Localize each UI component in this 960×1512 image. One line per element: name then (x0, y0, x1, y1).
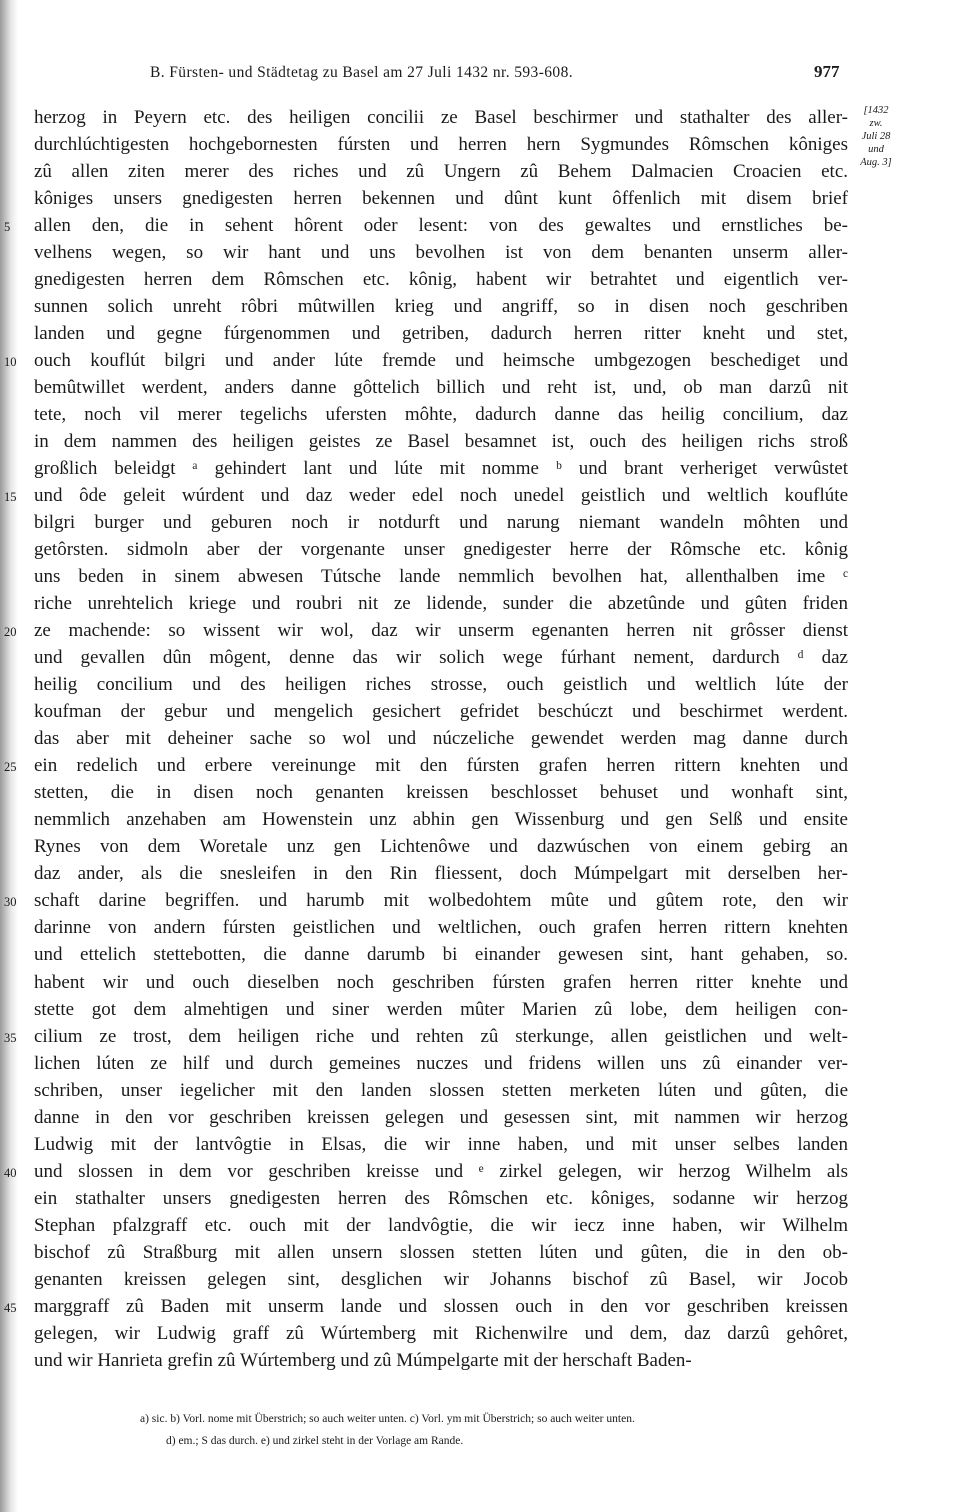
line-text: gnedigesten herren dem Rômschen etc. kônig, habent wir betrahtet und eigentlich ver- (34, 269, 848, 291)
margin-note-line: Juli 28 (861, 131, 891, 142)
line-text: riche unrehtelich kriege und roubri nit ze lidende, sunder die abzetûnde und gûten friden (34, 593, 848, 615)
line-text: zû allen ziten merer des riches und zû Ungern zû Behem Dalmacien Croacien etc. (34, 161, 848, 183)
text-line (34, 671, 848, 698)
text-line (34, 104, 848, 131)
line-text: in dem nammen des heiligen geistes ze Basel besamnet ist, ouch des heiligen richs stroß (34, 431, 848, 453)
line-number: 5 (4, 220, 11, 235)
line-text: lichen lúten ze hilf und durch gemeines nuczes und fridens willen uns zû einander ver- (34, 1052, 848, 1074)
text-line (34, 401, 848, 428)
footnote-line: d) em.; S das durch. e) und zirkel steht in der Vorlage am Rande. (166, 1435, 464, 1447)
text-line (34, 698, 848, 725)
text-line (34, 158, 848, 185)
line-text: stette got dem almehtigen und siner werden mûter Marien zû lobe, dem heiligen con- (34, 998, 848, 1020)
text-line (4, 1158, 848, 1185)
margin-note-line: und (868, 144, 884, 155)
text-line (34, 1050, 848, 1077)
line-text: nemmlich anzehaben am Howenstein unz abhin gen Wissenburg und gen Selß und ensite (34, 809, 848, 831)
page-header (0, 64, 960, 88)
text-line (34, 779, 848, 806)
text-line (34, 833, 848, 860)
line-text: Stephan pfalzgraff etc. ouch mit der landvôgtie, die wir iecz inne haben, wir Wilhelm (34, 1214, 848, 1236)
line-text: und wir Hanrieta grefin zû Wúrtemberg und zû Múmpelgarte mit der herschaft Baden- (34, 1349, 692, 1371)
line-text: landen und gegne fúrgenommen und getriben, dadurch herren ritter kneht und stet, (34, 323, 848, 345)
line-text: bischof zû Straßburg mit allen unsern slossen stetten lúten und gûten, die in den ob- (34, 1241, 848, 1263)
line-text: koufman der gebur und mengelich gesichert gefridet beschúczt und beschirmet werdent. (34, 701, 848, 723)
text-line (34, 1347, 848, 1374)
text-line (34, 1077, 848, 1104)
line-text: ein redelich und erbere vereinunge mit den fúrsten grafen herren rittern knehten und (34, 755, 848, 777)
line-text: durchlúchtigesten hochgebornesten fúrsten und herren hern Sygmundes Rômschen kôniges (34, 134, 848, 156)
line-text: ouch kouflút bilgri und ander lúte fremde und heimsche umbgezogen beschediget und (34, 350, 848, 372)
line-text: das aber mit deheiner sache so wol und núczeliche gewendet werden mag danne durch (34, 728, 848, 750)
text-line (34, 1104, 848, 1131)
running-title: B. Fürsten- und Städtetag zu Basel am 27 Juli 1432 nr. 593-608. (150, 64, 573, 81)
text-line (34, 1212, 848, 1239)
text-line (34, 725, 848, 752)
line-text: und ettelich stettebotten, die danne darumb bi einander gewesen sint, hant gehaben, so. (34, 944, 848, 966)
line-text: heilig concilium und des heiligen riches strosse, ouch geistlich und weltlich lúte der (34, 674, 848, 696)
line-text: sunnen solich unreht rôbri mûtwillen krieg und angriff, so in disen noch geschriben (34, 296, 848, 318)
margin-note-line: zw. (869, 118, 883, 129)
text-line (4, 1023, 848, 1050)
page-number: 977 (814, 62, 840, 81)
text-line (34, 590, 848, 617)
body-text (4, 104, 848, 1374)
text-line (34, 1185, 848, 1212)
text-line (34, 266, 848, 293)
line-text: getôrsten. sidmoln aber der vorgenante unser gnedigester herre der Rômsche etc. kônig (34, 539, 848, 561)
line-text: großlich beleidgt ᵃ gehindert lant und lúte mit nomme ᵇ und brant verheriget verwûstet (34, 458, 848, 480)
text-line (34, 1239, 848, 1266)
line-text: bemûtwillet werdent, anders danne gôttelich billich und reht ist, und, ob man darzû nit (34, 377, 848, 399)
line-text: herzog in Peyern etc. des heiligen concilii ze Basel beschirmer und stathalter des aller- (34, 107, 848, 128)
line-text: allen den, die in sehent hôrent oder lesent: von des gewaltes und ernstliches be- (34, 215, 848, 237)
line-number: 40 (4, 1165, 17, 1180)
text-line (34, 509, 848, 536)
text-line (34, 1320, 848, 1347)
text-line (4, 887, 848, 914)
line-text: ze machende: so wissent wir wol, daz wir unserm egenanten herren nit grôsser dienst (34, 620, 848, 642)
text-line (34, 1266, 848, 1293)
text-line (34, 131, 848, 158)
line-number: 25 (4, 760, 17, 775)
text-line (34, 969, 848, 996)
text-line (4, 347, 848, 374)
text-line (4, 482, 848, 509)
line-text: Ludwig mit der lantvôgtie in Elsas, die wir inne haben, und mit unser selbes landen (34, 1133, 848, 1155)
line-text: darinne von andern fúrsten geistlichen und weltlichen, ouch grafen herren rittern knehten (34, 917, 848, 939)
footnotes (140, 1408, 880, 1452)
line-text: daz ander, als die snesleifen in den Rin fliessent, doch Múmpelgart mit derselben her- (34, 863, 848, 885)
text-line (34, 996, 848, 1023)
line-text: stetten, die in disen noch genanten kreissen beschlosset behuset und wonhaft sint, (34, 782, 848, 804)
line-text: tete, noch vil merer tegelichs ufersten môhte, dadurch danne das heilig concilium, daz (34, 404, 848, 426)
margin-note-line: Aug. 3] (860, 157, 892, 168)
text-line (34, 374, 848, 401)
text-line (4, 1293, 848, 1320)
line-number: 15 (4, 490, 17, 505)
line-text: schaft darine begriffen. und harumb mit wolbedohtem mûte und gûtem rote, den wir (34, 890, 848, 912)
text-line (34, 563, 848, 590)
text-line (4, 617, 848, 644)
line-text: danne in den vor geschriben kreissen gelegen und gesessen sint, mit nammen wir herzog (34, 1106, 848, 1128)
line-text: und ôde geleit wúrdent und daz weder edel noch unedel geistlich und weltlich kouflúte (34, 485, 848, 507)
text-line (34, 914, 848, 941)
line-text: Rynes von dem Woretale unz gen Lichtenôwe und dazwúschen von einem gebirg an (34, 836, 848, 858)
line-text: cilium ze trost, dem heiligen riche und rehten zû sterkunge, allen geistlichen und welt- (34, 1025, 848, 1047)
margin-date-note (846, 104, 906, 169)
line-text: habent wir und ouch dieselben noch geschriben fúrsten grafen herren ritter knehte und (34, 971, 848, 993)
line-text: ein stathalter unsers gnedigesten herren des Rômschen etc. kôniges, sodanne wir herzog (34, 1187, 848, 1209)
line-number: 45 (4, 1300, 17, 1315)
text-line (34, 239, 848, 266)
text-line (34, 941, 848, 968)
text-line (34, 185, 848, 212)
line-text: und slossen in dem vor geschriben kreisse und ᵉ zirkel gelegen, wir herzog Wilhelm als (34, 1160, 848, 1182)
line-text: gelegen, wir Ludwig graff zû Wúrtemberg mit Richenwilre und dem, daz darzû gehôret, (34, 1322, 848, 1344)
line-text: schriben, unser iegelicher mit den landen slossen stetten merketen lúten und gûten, die (34, 1079, 848, 1101)
line-text: genanten kreissen gelegen sint, desglichen wir Johanns bischof zû Basel, wir Jocob (34, 1268, 848, 1290)
line-number: 10 (4, 355, 17, 370)
line-text: velhens wegen, so wir hant und uns bevolhen ist von dem benanten unserm aller- (34, 242, 848, 264)
line-number: 20 (4, 625, 17, 640)
text-line (34, 644, 848, 671)
text-line (34, 860, 848, 887)
text-line (34, 428, 848, 455)
footnote-line: a) sic. b) Vorl. nome mit Überstrich; so auch weiter unten. c) Vorl. ym mit Überstrich; so auch weiter unten. (140, 1413, 635, 1425)
text-line (34, 1131, 848, 1158)
text-line (34, 455, 848, 482)
line-text: uns beden in sinem abwesen Tútsche lande nemmlich bevolhen hat, allenthalben ime ᶜ (34, 566, 848, 588)
text-line (4, 212, 848, 239)
line-text: bilgri burger und geburen noch ir notdurft und narung niemant wandeln môhten und (34, 512, 848, 534)
line-text: und gevallen dûn môgent, denne das wir solich wege fúrhant nement, dardurch ᵈ daz (34, 647, 848, 669)
margin-note-line: [1432 (863, 105, 889, 116)
text-line (34, 536, 848, 563)
line-text: kôniges unsers gnedigesten herren bekennen und dûnt kunt ôffenlich mit disem brief (34, 188, 848, 210)
line-number: 35 (4, 1030, 17, 1045)
text-line (34, 293, 848, 320)
line-text: marggraff zû Baden mit unserm lande und slossen ouch in den vor geschriben kreissen (34, 1295, 848, 1317)
text-line (34, 320, 848, 347)
text-line (4, 752, 848, 779)
line-number: 30 (4, 895, 17, 910)
text-line (34, 806, 848, 833)
